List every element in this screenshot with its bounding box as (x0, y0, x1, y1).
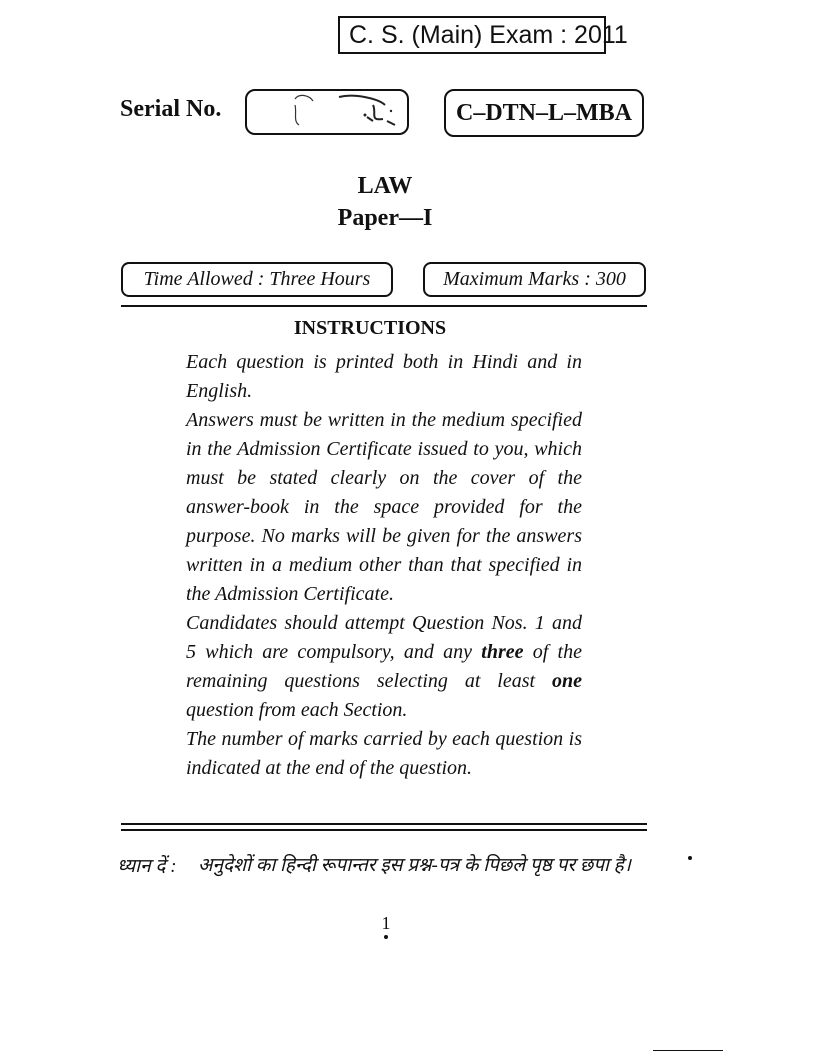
serial-number-label: Serial No. (120, 96, 222, 122)
maximum-marks: Maximum Marks : 300 (443, 268, 626, 290)
instruction-questions-part-b: and (544, 612, 582, 634)
footer-line (653, 1050, 723, 1051)
serial-number-smudge (247, 91, 407, 133)
divider-bottom-2 (121, 829, 647, 831)
hindi-note-text: अनुदेशों का हिन्दी रूपान्तर इस प्रश्न-पत्र के पिछले पृष्ठ पर छपा है। (198, 855, 631, 876)
instruction-medium: Answers must be written in the medium specified in the Admission Certificate issued to you, which must be stated clearly on the cover of the answer-book in the space provided for the purpose. No marks will be given for the answers written in a medium other than that specified in the Admission Certificate. (186, 409, 582, 605)
instruction-questions (186, 609, 582, 725)
question-number-1: 1 (534, 612, 545, 634)
subject-title: LAW (357, 173, 413, 199)
instructions-heading: INSTRUCTIONS (293, 317, 447, 339)
divider-top (121, 305, 647, 307)
emphasis-three: three (481, 641, 524, 663)
page-number: 1 (381, 913, 391, 933)
stray-mark (688, 856, 692, 860)
time-allowed: Time Allowed : Three Hours (143, 268, 371, 290)
divider-bottom-1 (121, 823, 647, 825)
hindi-note-label: ध्यान दें : (117, 856, 177, 877)
instructions-body (186, 348, 582, 783)
instruction-questions-part-e: question from each Section. (186, 699, 408, 721)
exam-title: C. S. (Main) Exam : 2011 (349, 21, 628, 49)
maximum-marks-box (423, 262, 646, 297)
serial-number-box (245, 89, 409, 135)
exam-title-box (338, 16, 628, 54)
paper-code: C–DTN–L–MBA (455, 100, 632, 126)
emphasis-one: one (552, 670, 582, 692)
instruction-bilingual: Each question is printed both in Hindi and in English. (186, 351, 582, 402)
question-number-5: 5 (186, 641, 196, 663)
page-number-dot (384, 935, 388, 939)
paper-code-box (444, 89, 644, 137)
time-allowed-box (121, 262, 393, 297)
paper-title: Paper—I (337, 205, 433, 231)
instruction-questions-part-c: which are compulsory, and any (196, 641, 482, 663)
instruction-questions-part-a: Candidates should attempt Question Nos. (186, 612, 535, 634)
instruction-marks: The number of marks carried by each question is indicated at the end of the question. (186, 728, 582, 779)
instruction-questions-part-d: of the remaining questions selecting at least (186, 641, 582, 692)
